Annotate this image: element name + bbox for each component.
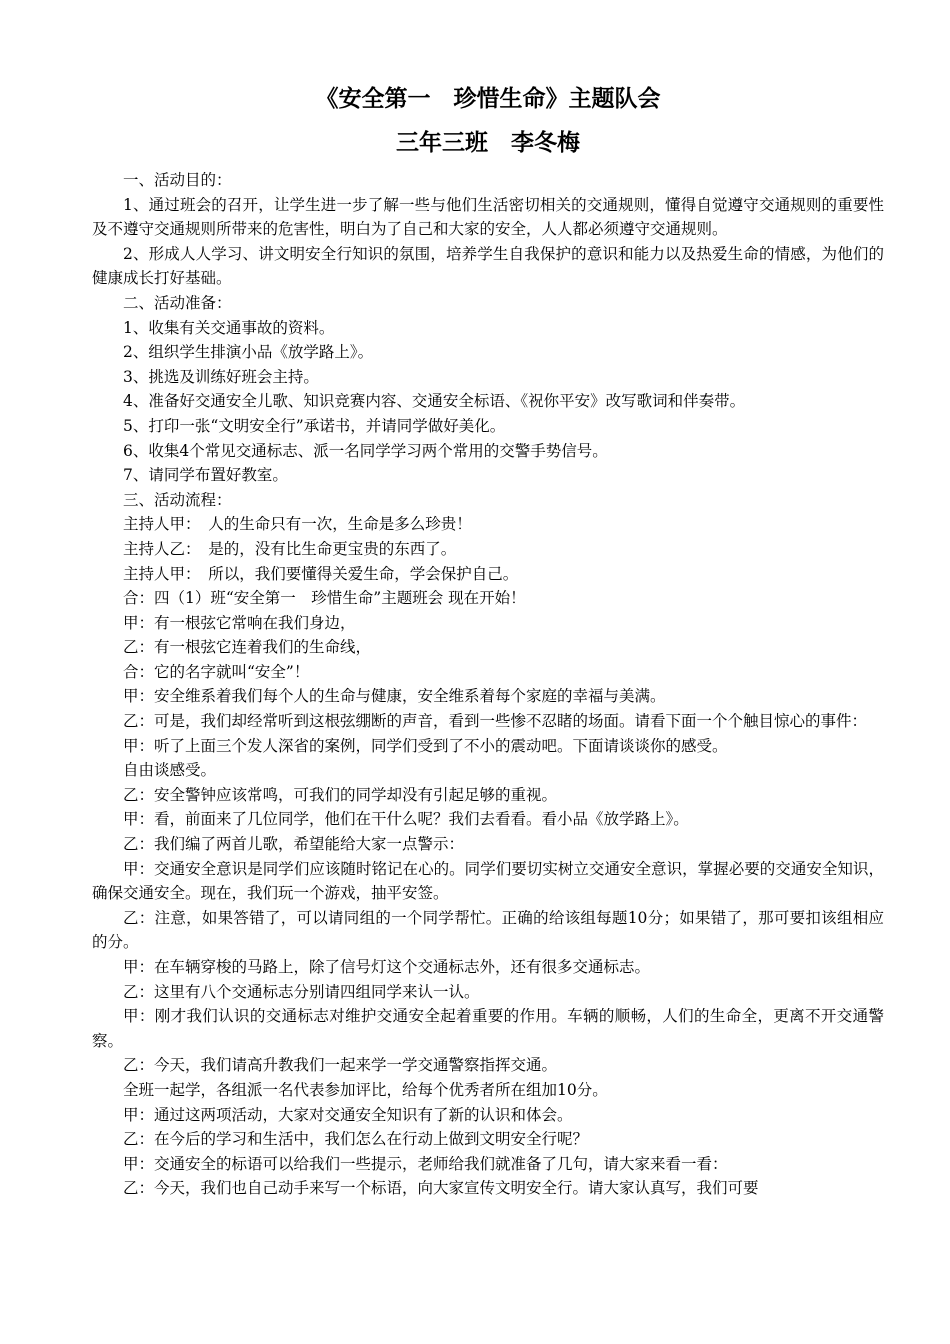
paragraph: 乙：今天，我们请高升教我们一起来学一学交通警察指挥交通。 [123,1056,558,1075]
paragraph: 2、形成人人学习、讲文明安全行知识的氛围，培养学生自我保护的意识和能力以及热爱生命的情感，为他们的健康成长打好基础。 [92,244,884,288]
paragraph: 甲：在车辆穿梭的马路上，除了信号灯这个交通标志外，还有很多交通标志。 [123,958,651,976]
paragraph: 甲：交通安全意识是同学们应该随时铭记在心的。同学们要切实树立交通安全意识，掌握必要的交通安全知识，确保交通安全。现在，我们玩一个游戏，抽平安签。 [92,859,884,903]
paragraph: 乙：今天，我们也自己动手来写一个标语，向大家宣传文明安全行。请大家认真写，我们可要 [123,1179,759,1198]
paragraph: 全班一起学，各组派一名代表参加评比，给每个优秀者所在组加10分。 [123,1080,608,1099]
document-page [92,82,884,1201]
paragraph: 乙：有一根弦它连着我们的生命线， [123,638,372,657]
paragraph: 自由谈感受。 [123,761,217,780]
paragraph: 甲：看，前面来了几位同学，他们在干什么呢？我们去看看。看小品《放学路上》。 [123,810,689,829]
paragraph: 乙：注意，如果答错了，可以请同组的一个同学帮忙。正确的给该组每题10分；如果错了，那可要扣该组相应的分。 [92,908,884,952]
paragraph: 7、请同学布置好教室。 [123,466,288,485]
paragraph: 2、组织学生排演小品《放学路上》。 [123,343,374,362]
paragraph: 二、活动准备： [123,293,232,312]
paragraph: 5、打印一张“文明安全行”承诺书，并请同学做好美化。 [123,416,506,435]
paragraph: 3、挑选及训练好班会主持。 [123,367,319,386]
paragraph: 乙：安全警钟应该常鸣，可我们的同学却没有引起足够的重视。 [123,785,558,804]
document-subtitle: 三年三班 李冬梅 [396,130,580,156]
paragraph: 主持人乙： 是的，没有比生命更宝贵的东西了。 [123,539,457,558]
paragraph: 三、活动流程： [123,490,232,509]
paragraph: 乙：这里有八个交通标志分别请四组同学来认一认。 [123,982,480,1001]
paragraph: 4、准备好交通安全儿歌、知识竞赛内容、交通安全标语、《祝你平安》改写歌词和伴奏带。 [123,392,746,411]
paragraph: 主持人甲： 人的生命只有一次，生命是多么珍贵！ [123,515,472,534]
paragraph: 甲：交通安全的标语可以给我们一些提示，老师给我们就准备了几句，请大家来看一看： [123,1154,728,1173]
paragraph: 合：它的名字就叫“安全”！ [123,662,310,681]
paragraph: 合：四（1）班“安全第一 珍惜生命”主题班会 现在开始！ [123,589,526,608]
paragraph: 甲：安全维系着我们每个人的生命与健康，安全维系着每个家庭的幸福与美满。 [123,687,666,706]
paragraph: 6、收集4个常见交通标志、派一名同学学习两个常用的交警手势信号。 [123,441,608,460]
paragraph: 1、收集有关交通事故的资料。 [123,318,335,337]
document-title: 《安全第一 珍惜生命》主题队会 [315,86,661,112]
paragraph: 乙：可是，我们却经常听到这根弦绷断的声音，看到一些惨不忍睹的场面。请看下面一个个触目惊心的事件： [123,712,868,731]
document-body [92,168,884,1201]
paragraph: 1、通过班会的召开，让学生进一步了解一些与他们生活密切相关的交通规则，懂得自觉遵守交通规则的重要性及不遵守交通规则所带来的危害性，明白为了自己和大家的安全，人人都必须遵守交通规则。 [92,195,884,239]
paragraph: 一、活动目的： [123,171,232,189]
paragraph: 甲：通过这两项活动，大家对交通安全知识有了新的认识和体会。 [123,1105,573,1124]
paragraph: 乙：在今后的学习和生活中，我们怎么在行动上做到文明安全行呢？ [123,1130,589,1149]
paragraph: 甲：听了上面三个发人深省的案例，同学们受到了不小的震动吧。下面请谈谈你的感受。 [123,736,728,755]
paragraph: 主持人甲： 所以，我们要懂得关爱生命，学会保护自己。 [123,564,519,583]
paragraph: 甲：有一根弦它常响在我们身边， [123,613,356,632]
paragraph: 甲：刚才我们认识的交通标志对维护交通安全起着重要的作用。车辆的顺畅，人们的生命全，更离不开交通警察。 [92,1007,884,1050]
paragraph: 乙：我们编了两首儿歌，希望能给大家一点警示： [123,835,465,854]
